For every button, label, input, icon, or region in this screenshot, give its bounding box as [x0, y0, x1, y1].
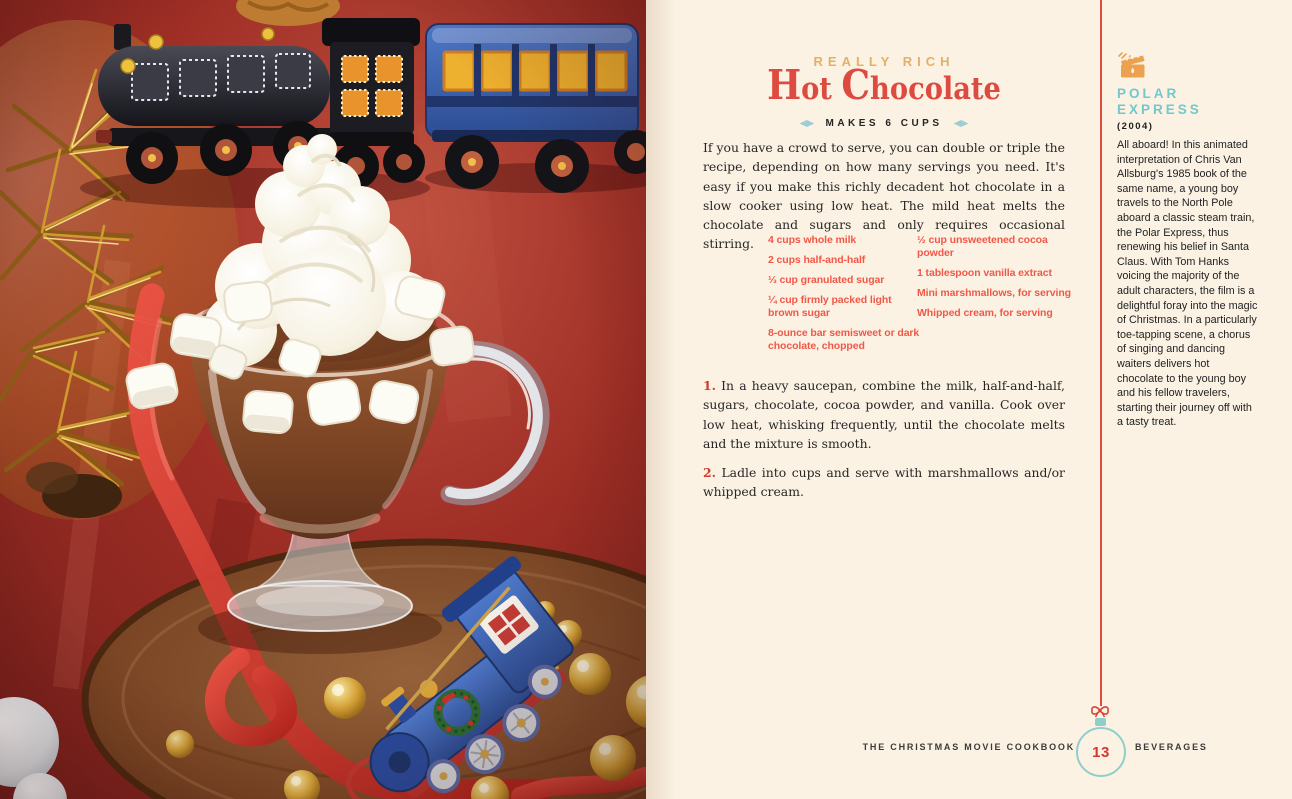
recipe-step-2	[703, 463, 1065, 502]
recipe-page	[646, 0, 1292, 799]
movie-description: All aboard! In this animated interpretation of Chris Van Allsburg's 1985 book of the same name, a young boy travels to the North Pole aboard a classic steam train, the Polar Express, thus renewing his belief in Santa Claus. With Tom Hanks voicing the majority of the adult characters, the film is a delightful foray into the magic of Christmas. In a particularly toe-tapping scene, a chorus of singing and dancing waiters delivers hot chocolate to the young boy and his fellow travelers, starting their journey off with a tasty treat.	[1117, 139, 1258, 429]
recipe-steps	[703, 376, 1065, 512]
page-spine-shadow	[646, 0, 676, 799]
bauble-ornament-icon	[1076, 727, 1126, 777]
recipe-intro: If you have a crowd to serve, you can double or triple the recipe, depending on how many servings you need. It's easy if you make this richly decadent hot chocolate in a slow cooker using low heat. The mild heat melts the chocolate and sugars and only requires occasional stirring.	[703, 140, 1065, 252]
bauble-cap	[1095, 718, 1106, 726]
ingredient-item: 8-ounce bar semisweet or dark chocolate, chopped	[768, 327, 920, 352]
footer-book-title: THE CHRISTMAS MOVIE COOKBOOK	[862, 742, 1075, 752]
movie-title-line2: EXPRESS	[1117, 102, 1202, 117]
ingredient-column-right	[917, 234, 1079, 327]
clapperboard-icon	[1117, 50, 1147, 80]
movie-sidebar	[1117, 50, 1258, 430]
ingredient-item: 4 cups whole milk	[768, 234, 857, 246]
step-text: In a heavy saucepan, combine the milk, half-and-half, sugars, chocolate, cocoa powder, and vanilla. Cook over low heat, whisking frequently, until the chocolate melts and the mixture is smooth.	[703, 378, 1065, 451]
recipe-yield: MAKES 6 CUPS	[825, 118, 943, 129]
ingredient-item: Mini marshmallows, for serving	[917, 287, 1071, 299]
diamond-ornament-icon	[954, 120, 969, 127]
recipe-kicker: REALLY RICH	[813, 54, 955, 69]
ornament-string	[1100, 0, 1102, 706]
ingredient-item: ¼ cup firmly packed light brown sugar	[768, 294, 892, 319]
ingredient-item: ½ cup unsweetened cocoa powder	[917, 234, 1048, 259]
movie-title	[1117, 86, 1258, 118]
recipe-title-word: Hot	[767, 61, 832, 109]
step-number: 2.	[703, 465, 716, 481]
step-text: Ladle into cups and serve with marshmallows and/or whipped cream.	[703, 465, 1065, 500]
ingredient-column-left	[768, 234, 920, 360]
step-number: 1.	[703, 378, 716, 393]
recipe-yield-row	[703, 118, 1065, 129]
recipe-title-word: Chocolate	[841, 61, 1001, 109]
ingredient-item: 2 cups half-and-half	[768, 254, 866, 266]
recipe-step-1	[703, 376, 1065, 453]
movie-year: (2004)	[1117, 121, 1154, 132]
ingredient-item: 1 tablespoon vanilla extract	[917, 267, 1052, 279]
ingredient-item: ⅓ cup granulated sugar	[768, 274, 885, 286]
movie-title-line1: POLAR	[1117, 86, 1180, 101]
ingredient-item: Whipped cream, for serving	[917, 307, 1053, 319]
diamond-ornament-icon	[799, 120, 814, 127]
page-number: 13	[1092, 743, 1110, 761]
footer-section-label: BEVERAGES	[1135, 742, 1208, 752]
